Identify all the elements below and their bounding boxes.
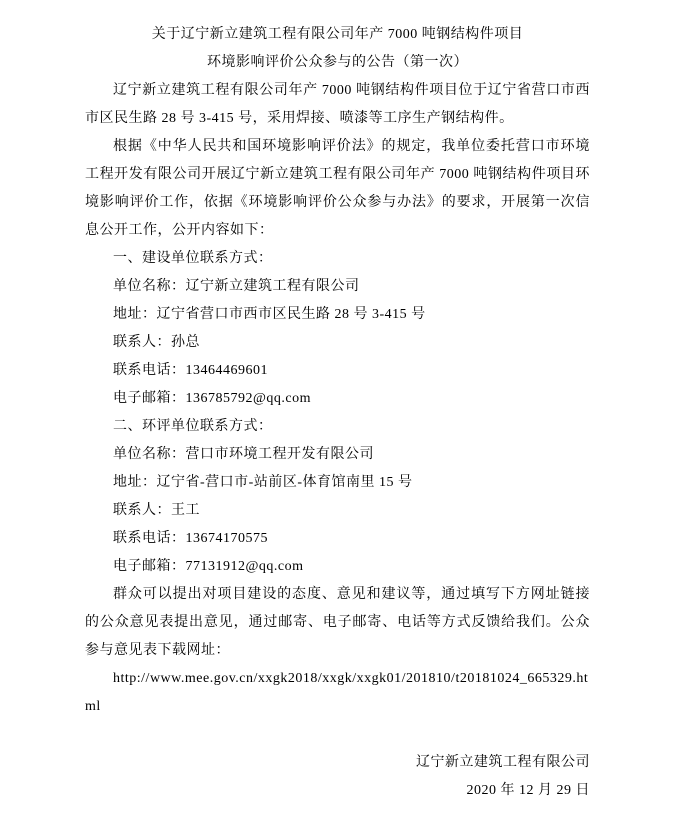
intro-paragraph: 辽宁新立建筑工程有限公司年产 7000 吨钢结构件项目位于辽宁省营口市西市区民生路 28 号 3-415 号，采用焊接、喷漆等工序生产钢结构件。 bbox=[85, 83, 590, 126]
construction-unit-email: 电子邮箱：136785792@qq.com bbox=[113, 391, 311, 406]
document-title-line1: 关于辽宁新立建筑工程有限公司年产 7000 吨钢结构件项目 bbox=[151, 27, 524, 42]
eia-unit-address: 地址：辽宁省-营口市-站前区-体育馆南里 15 号 bbox=[113, 475, 413, 490]
download-url: http://www.mee.gov.cn/xxgk2018/xxgk/xxgk01/201810/t20181024_665329.html bbox=[85, 671, 589, 714]
signature-company: 辽宁新立建筑工程有限公司 bbox=[416, 755, 590, 770]
eia-unit-phone: 联系电话：13674170575 bbox=[113, 531, 268, 546]
eia-unit-name: 单位名称：营口市环境工程开发有限公司 bbox=[113, 447, 374, 462]
construction-unit-address: 地址：辽宁省营口市西市区民生路 28 号 3-415 号 bbox=[113, 307, 426, 322]
blank-line bbox=[85, 721, 590, 749]
eia-unit-email: 电子邮箱：77131912@qq.com bbox=[113, 559, 304, 574]
document-title-line2: 环境影响评价公众参与的公告（第一次） bbox=[207, 55, 468, 70]
signature-date: 2020 年 12 月 29 日 bbox=[466, 783, 590, 798]
construction-unit-contact-person: 联系人：孙总 bbox=[113, 335, 200, 350]
feedback-paragraph: 群众可以提出对项目建设的态度、意见和建议等，通过填写下方网址链接的公众意见表提出意见，通过邮寄、电子邮寄、电话等方式反馈给我们。公众参与意见表下载网址： bbox=[85, 587, 590, 658]
construction-unit-name: 单位名称：辽宁新立建筑工程有限公司 bbox=[113, 279, 360, 294]
construction-unit-heading: 一、建设单位联系方式： bbox=[113, 251, 273, 266]
eia-unit-heading: 二、环评单位联系方式： bbox=[113, 419, 273, 434]
construction-unit-phone: 联系电话：13464469601 bbox=[113, 363, 268, 378]
legal-basis-paragraph: 根据《中华人民共和国环境影响评价法》的规定，我单位委托营口市环境工程开发有限公司开展辽宁新立建筑工程有限公司年产 7000 吨钢结构件项目环境影响评价工作，依据《环境影响评价公众参与办法》的要求，开展第一次信息公开工作，公开内容如下： bbox=[85, 139, 590, 238]
eia-unit-contact-person: 联系人：王工 bbox=[113, 503, 200, 518]
